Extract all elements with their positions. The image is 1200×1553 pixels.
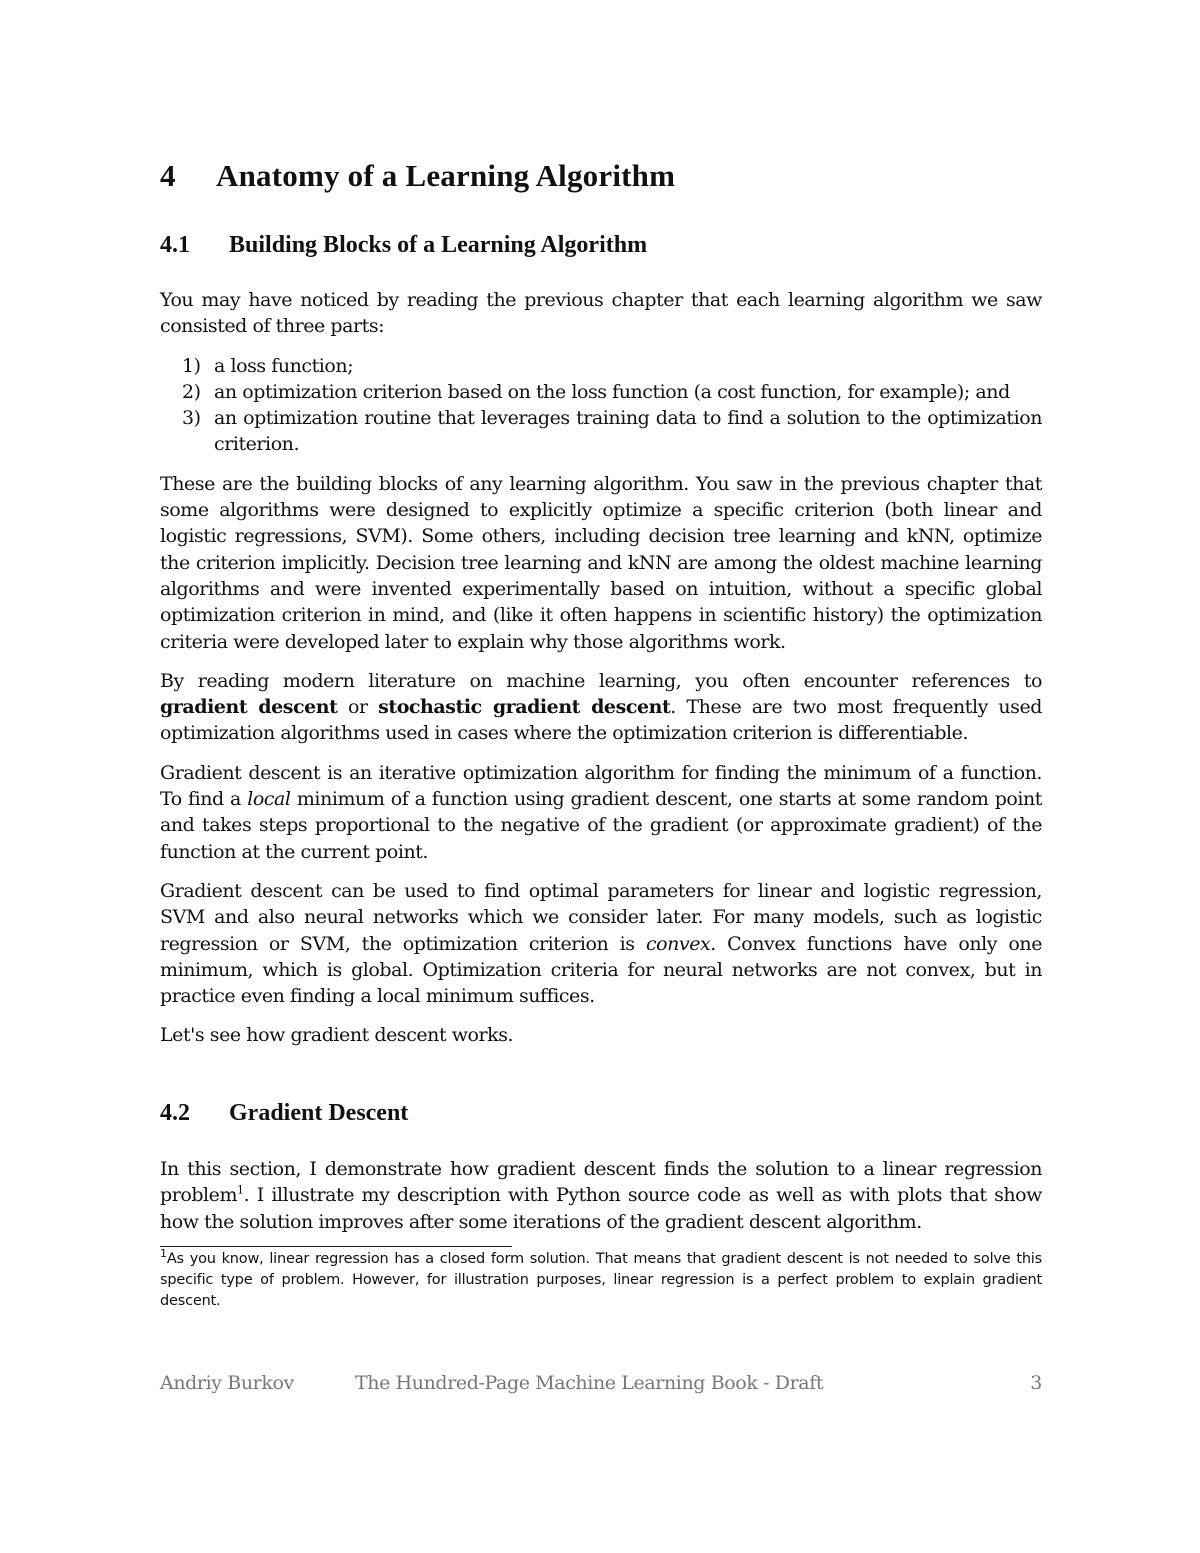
list-item xyxy=(160,379,1042,405)
term-stochastic-gradient-descent: stochastic gradient descent xyxy=(378,696,671,719)
text-run: By reading modern literature on machine learning, you often encounter references to xyxy=(160,669,1042,692)
list-marker: 1) xyxy=(182,354,201,377)
list-item-text: a loss function; xyxy=(214,354,354,377)
gradient-descent-definition-paragraph xyxy=(160,760,1042,865)
emphasis-local: local xyxy=(247,788,291,811)
term-gradient-descent: gradient descent xyxy=(160,696,338,719)
section-heading-4-1 xyxy=(160,232,647,259)
chapter-heading xyxy=(160,158,675,194)
text-run: . I illustrate my description with Python source code as well as with plots that show how the solution improves after some iterations of the gradient descent algorithm. xyxy=(160,1184,1042,1233)
chapter-title: Anatomy of a Learning Algorithm xyxy=(216,158,676,193)
section-4-1-body xyxy=(160,287,1042,1062)
footer-author: Andriy Burkov xyxy=(160,1372,294,1394)
footnote xyxy=(160,1249,1042,1312)
page-number: 3 xyxy=(1030,1372,1042,1394)
text-run: In this section, I demonstrate how gradient descent finds the solution to a linear regression problem xyxy=(160,1158,1042,1207)
gradient-descent-uses-paragraph xyxy=(160,878,1042,1009)
section-title: Building Blocks of a Learning Algorithm xyxy=(229,232,648,258)
section-number: 4.1 xyxy=(160,232,190,258)
transition-paragraph: Let's see how gradient descent works. xyxy=(160,1024,514,1047)
footnote-marker: 1 xyxy=(160,1247,167,1261)
section-4-2-intro-paragraph xyxy=(160,1156,1042,1235)
text-run: . These are two most frequently used optimization algorithms used in cases where the optimization criterion is differentiable. xyxy=(160,696,1042,745)
footer-book-title: The Hundred-Page Machine Learning Book - Draft xyxy=(355,1372,824,1394)
parts-list xyxy=(160,353,1042,458)
section-heading-4-2 xyxy=(160,1100,408,1127)
emphasis-convex: convex xyxy=(645,932,711,955)
gradient-descent-references-paragraph xyxy=(160,668,1042,747)
footnote-text: As you know, linear regression has a closed form solution. That means that gradient descent is not needed to solve this specific type of problem. However, for illustration purposes, linear regression is a perfect problem to explain gradient descent. xyxy=(160,1251,1042,1309)
text-run: Gradient descent can be used to find optimal parameters for linear and logistic regression, SVM and also neural networks which we consider later. For many models, such as logistic regression or SVM, the optimization criterion is xyxy=(160,879,1042,955)
section-number: 4.2 xyxy=(160,1100,190,1126)
chapter-number: 4 xyxy=(160,158,176,193)
text-run: Gradient descent is an iterative optimization algorithm for finding the minimum of a function. To find a xyxy=(160,761,1042,811)
list-item-text: an optimization criterion based on the loss function (a cost function, for example); and xyxy=(214,380,1010,403)
building-blocks-paragraph: These are the building blocks of any learning algorithm. You saw in the previous chapter that some algorithms were designed to explicitly optimize a specific criterion (both linear and logistic regressions, SVM). Some others, including decision tree learning and kNN, optimize the criterion implicitly. Decision tree learning and kNN are among the oldest machine learning algorithms and were invented experimentally based on intuition, without a specific global optimization criterion in mind, and (like it often happens in scientific history) the optimization criteria were developed later to explain why those algorithms work. xyxy=(160,472,1042,653)
text-run: minimum of a function using gradient descent, one starts at some random point and takes steps proportional to the negative of the gradient (or approximate gradient) of the function at the current point. xyxy=(160,788,1042,863)
list-marker: 3) xyxy=(182,407,201,430)
footnote-divider xyxy=(160,1246,512,1247)
section-4-2-body xyxy=(160,1156,1042,1248)
list-marker: 2) xyxy=(182,380,201,403)
text-run: or xyxy=(337,696,379,719)
footnote-reference[interactable]: 1 xyxy=(237,1183,244,1197)
list-item-text: an optimization routine that leverages training data to find a solution to the optimization criterion. xyxy=(214,407,1042,456)
text-run: . Convex functions have only one minimum, which is global. Optimization criteria for neural networks are not convex, but in practice even finding a local minimum suffices. xyxy=(160,932,1043,1008)
list-item xyxy=(160,353,1042,379)
intro-paragraph: You may have noticed by reading the previous chapter that each learning algorithm we saw consisted of three parts: xyxy=(160,289,1042,338)
section-title: Gradient Descent xyxy=(229,1100,409,1126)
list-item xyxy=(160,405,1042,458)
